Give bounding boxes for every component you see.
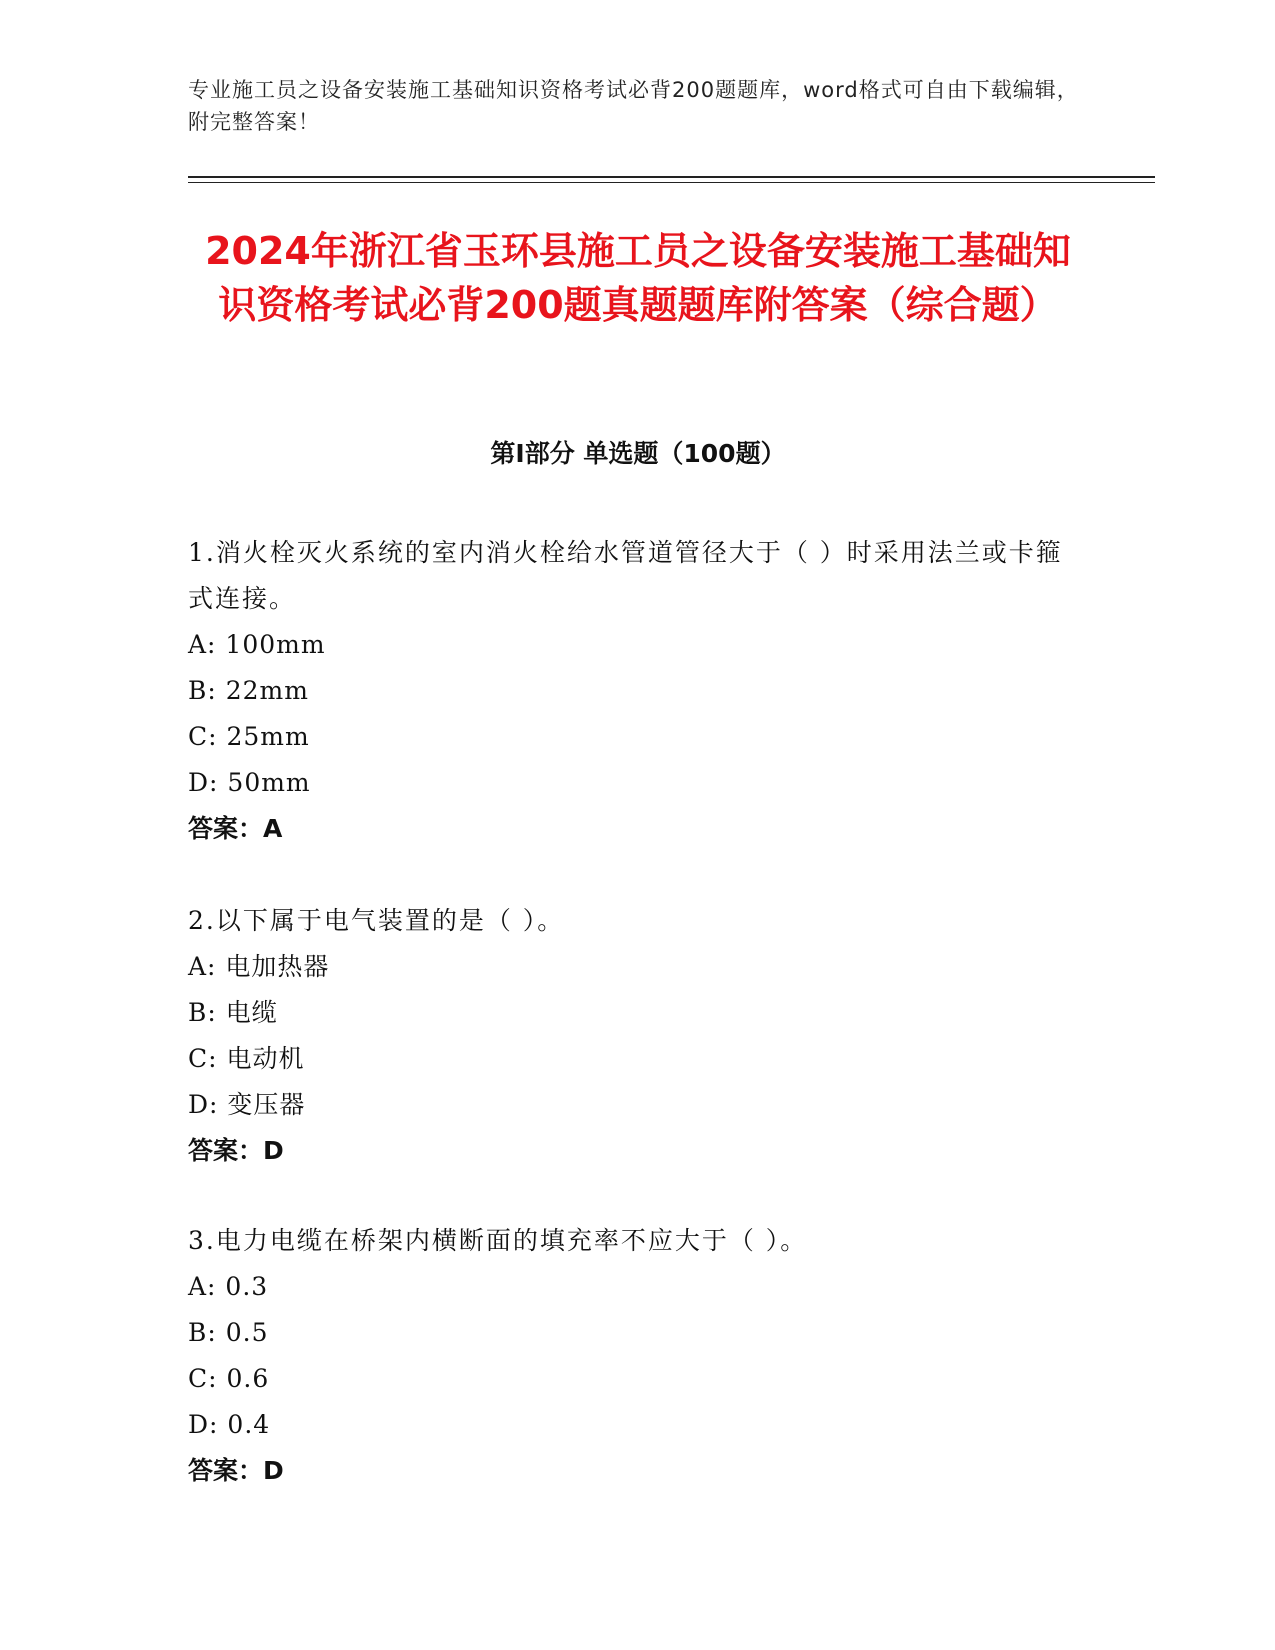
option-c: C: 25mm [188,722,310,751]
question-text: 2.以下属于电气装置的是（ ）。 [188,906,565,935]
option-d: D: 变压器 [188,1090,306,1119]
option-a: A: 0.3 [188,1272,269,1301]
option-d: D: 0.4 [188,1410,271,1439]
question-block-3 [188,1218,1088,1494]
answer: 答案：D [188,1136,284,1165]
document-title: 2024年浙江省玉环县施工员之设备安装施工基础知识资格考试必背200题真题题库附答案（综合题） [205,229,1071,327]
option-b: B: 0.5 [188,1318,269,1347]
option-c: C: 电动机 [188,1044,305,1073]
answer: 答案：A [188,814,283,843]
question-text: 1.消火栓灭火系统的室内消火栓给水管道管径大于（ ）时采用法兰或卡箍式连接。 [188,538,1063,613]
option-b: B: 22mm [188,676,309,705]
section-title: 第Ⅰ部分 单选题（100题） [490,439,786,468]
option-a: A: 100mm [188,630,326,659]
option-a: A: 电加热器 [188,952,330,981]
header-rule-thin [188,182,1155,183]
header-note: 专业施工员之设备安装施工基础知识资格考试必背200题题库，word格式可自由下载编辑，附完整答案！ [188,78,1079,134]
question-block-2 [188,898,1088,1174]
header-rule-thick [188,176,1155,178]
option-c: C: 0.6 [188,1364,270,1393]
option-d: D: 50mm [188,768,311,797]
answer: 答案：D [188,1456,284,1485]
question-block-1 [188,530,1088,852]
question-text: 3.电力电缆在桥架内横断面的填充率不应大于（ ）。 [188,1226,808,1255]
option-b: B: 电缆 [188,998,278,1027]
